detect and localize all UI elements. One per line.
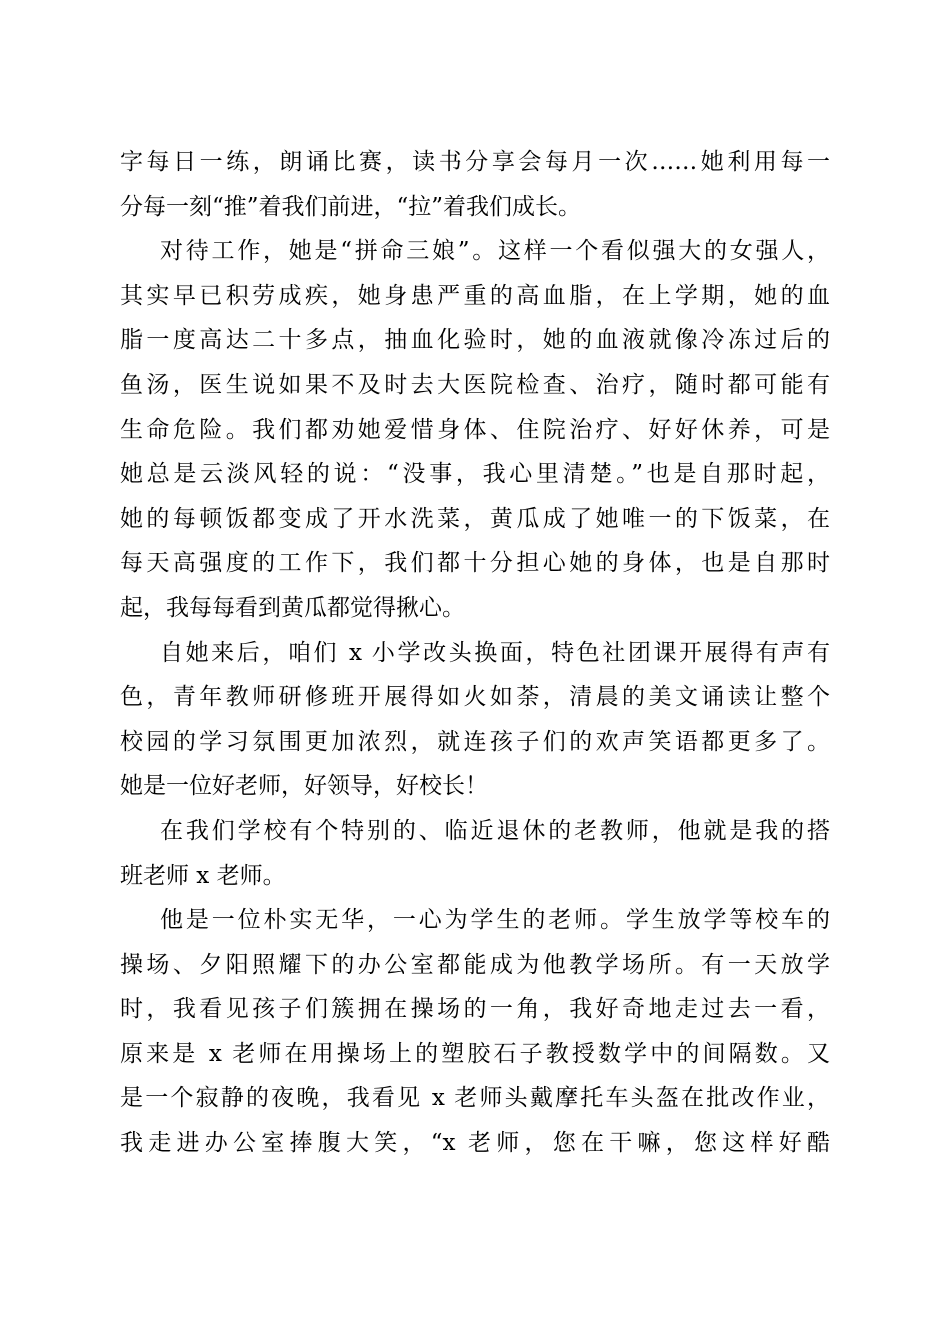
- text-line: 操场、夕阳照耀下的办公室都能成为他教学场所。有一天放学: [120, 951, 830, 978]
- text-line: 他是一位朴实无华，一心为学生的老师。学生放学等校车的: [160, 907, 830, 934]
- text-line: 起，我每每看到黄瓜都觉得揪心。: [120, 594, 465, 621]
- text-line: 脂一度高达二十多点，抽血化验时，她的血液就像冷冻过后的: [120, 327, 830, 354]
- text-line: 她是一位好老师，好领导，好校长！: [120, 773, 488, 800]
- text-line: 她总是云淡风轻的说：“没事，我心里清楚。”也是自那时起，: [120, 461, 830, 488]
- text-line: 其实早已积劳成疾，她身患严重的高血脂，在上学期，她的血: [120, 282, 830, 309]
- text-line: 对待工作，她是“拼命三娘”。这样一个看似强大的女强人，: [160, 238, 830, 265]
- text-line: 色，青年教师研修班开展得如火如荼，清晨的美文诵读让整个: [120, 684, 830, 711]
- text-line: 分每一刻“推”着我们前进，“拉”着我们成长。: [120, 193, 582, 220]
- text-line: 时，我看见孩子们簇拥在操场的一角，我好奇地走过去一看，: [120, 996, 830, 1023]
- text-line: 我走进办公室捧腹大笑，“x 老师，您在干嘛，您这样好酷: [120, 1130, 830, 1157]
- body-text: [120, 140, 830, 1166]
- text-line: 校园的学习氛围更加浓烈，就连孩子们的欢声笑语都更多了。: [120, 728, 830, 755]
- text-line: 字每日一练，朗诵比赛，读书分享会每月一次……她利用每一: [120, 149, 830, 175]
- text-line: 生命危险。我们都劝她爱惜身体、住院治疗、好好休养，可是: [120, 416, 830, 443]
- text-line: 是一个寂静的夜晚，我看见 x 老师头戴摩托车头盔在批改作业，: [120, 1085, 830, 1112]
- text-line: 在我们学校有个特别的、临近退休的老教师，他就是我的搭: [160, 817, 830, 844]
- text-line: 每天高强度的工作下，我们都十分担心她的身体，也是自那时: [120, 550, 830, 577]
- text-line: 她的每顿饭都变成了开水洗菜，黄瓜成了她唯一的下饭菜，在: [120, 505, 830, 532]
- text-line: 原来是 x 老师在用操场上的塑胶石子教授数学中的间隔数。又: [120, 1040, 830, 1067]
- text-line: 鱼汤，医生说如果不及时去大医院检查、治疗，随时都可能有: [120, 371, 830, 398]
- text-line: 自她来后，咱们 x 小学改头换面，特色社团课开展得有声有: [160, 639, 830, 666]
- text-line: 班老师 x 老师。: [120, 862, 286, 889]
